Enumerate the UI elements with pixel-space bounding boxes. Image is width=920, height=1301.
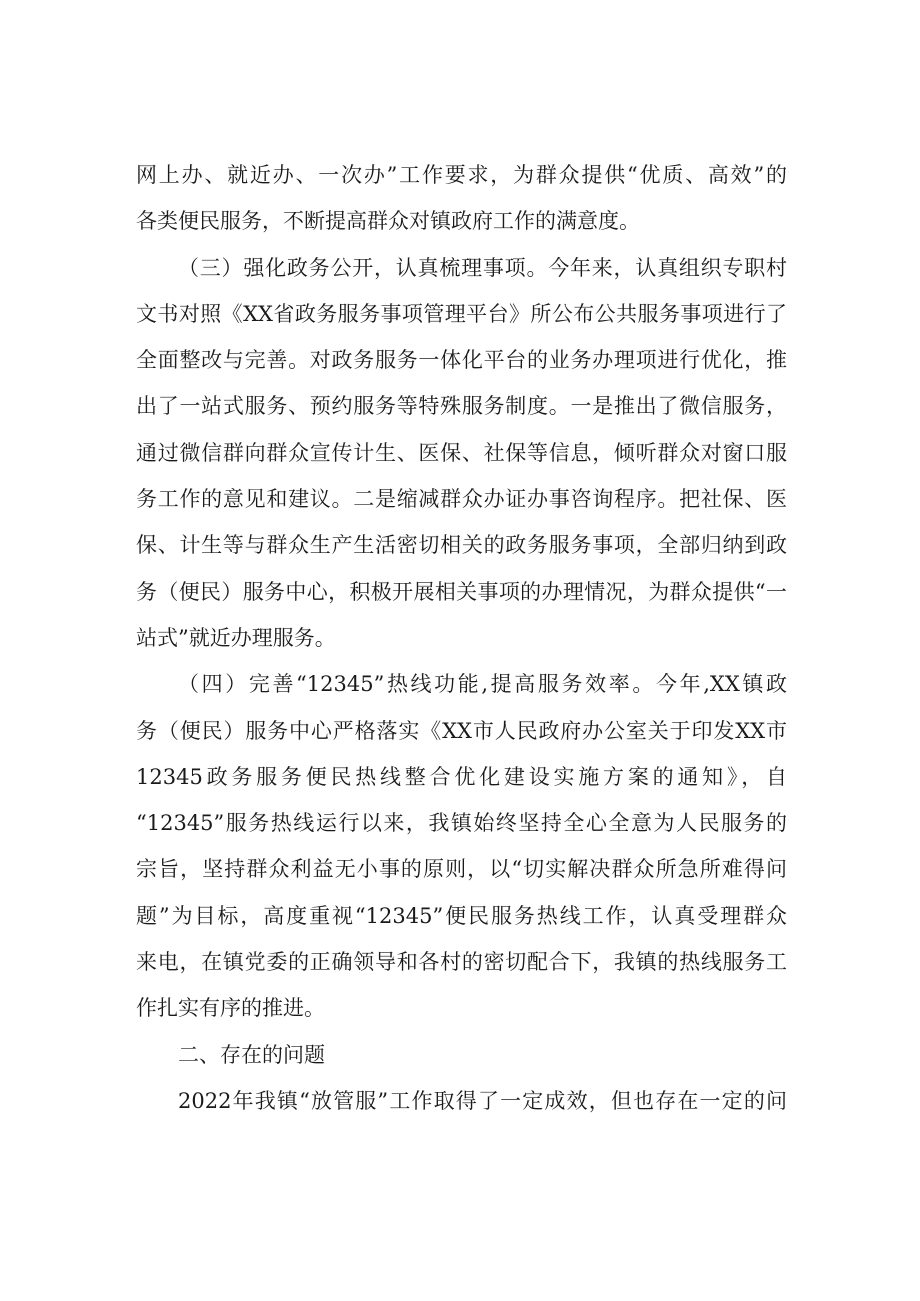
document-body [136,152,787,1124]
text-line: （三）强化政务公开，认真梳理事项。今年来，认真组织专职村 [178,255,787,280]
text-line: 各类便民服务，不断提高群众对镇政府工作的满意度。 [136,209,640,234]
text-line: 2022年我镇“放管服”工作取得了一定成效，但也存在一定的问 [178,1088,787,1113]
text-line: 12345政务服务便民热线整合优化建设实施方案的通知》，自 [136,764,787,789]
text-line: 文书对照《XX省政务服务事项管理平台》所公布公共服务事项进行了 [136,301,787,326]
text-line: 通过微信群向群众宣传计生、医保、社保等信息，倾听群众对窗口服 [136,440,787,465]
paragraph-problems-intro [136,1078,787,1124]
text-line: 出了一站式服务、预约服务等特殊服务制度。一是推出了微信服务， [136,394,787,419]
text-line: “12345”服务热线运行以来，我镇始终坚持全心全意为人民服务的 [136,811,787,836]
text-line: 务工作的意见和建议。二是缩减群众办证办事咨询程序。把社保、医 [136,487,787,512]
paragraph-government-transparency [136,245,787,662]
text-line: 作扎实有序的推进。 [136,996,325,1021]
text-line: 务（便民）服务中心，积极开展相关事项的办理情况，为群众提供“一 [136,579,787,604]
text-line: 保、计生等与群众生产生活密切相关的政务服务事项，全部归纳到政 [136,533,787,558]
paragraph-service-requirements [136,152,787,245]
text-line: （四）完善“12345”热线功能,提高服务效率。今年,XX镇政 [178,672,787,697]
text-line: 宗旨，坚持群众利益无小事的原则，以“切实解决群众所急所难得问 [136,857,787,882]
paragraph-hotline-improvement [136,661,787,1031]
text-line: 网上办、就近办、一次办”工作要求，为群众提供“优质、高效”的 [136,163,787,187]
section-heading: 二、存在的问题 [178,1042,325,1067]
text-line: 站式”就近办理服务。 [136,625,336,650]
text-line: 务（便民）服务中心严格落实《XX市人民政府办公室关于印发XX市 [136,718,787,743]
text-line: 全面整改与完善。对政务服务一体化平台的业务办理项进行优化，推 [136,348,787,373]
text-line: 来电，在镇党委的正确领导和各村的密切配合下，我镇的热线服务工 [136,950,787,975]
section-heading-existing-problems [136,1032,787,1078]
text-line: 题”为目标，高度重视“12345”便民服务热线工作，认真受理群众 [136,903,787,928]
